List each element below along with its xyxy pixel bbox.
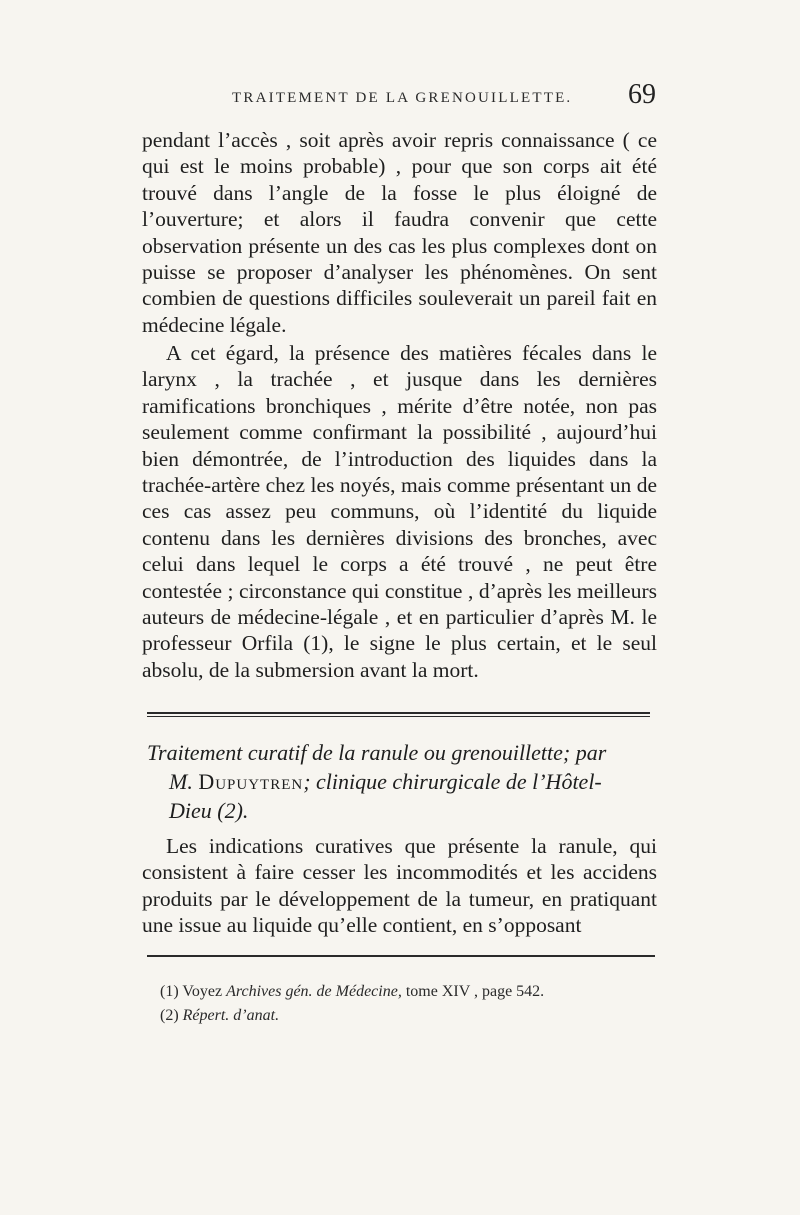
- footnotes: [160, 980, 655, 1028]
- paragraph-2: A cet égard, la présence des matières fécales dans le larynx , la trachée , et jusque dans les dernières ramifications bronchiques , mérite d’être notée, non pas seulement comme confirmant la possibilité , aujourd’hui bien démontrée, de l’introduction des liquides dans la trachée-artère chez les noyés, mais comme présentant un de ces cas assez peu communs, où l’identité du liquide contenu dans les dernières divisions des bronches, avec celui dans lequel le corps a été trouvé , ne peut être contestée ; circonstance qui constitue , d’après les meilleurs auteurs de médecine-légale , et en particulier d’après M. le professeur Orfila (1), le signe le plus certain, et le seul absolu, de la submersion avant la mort.: [142, 341, 657, 682]
- footnote-divider: [147, 955, 655, 957]
- footnote-rest: tome XIV , page 542.: [401, 983, 545, 1000]
- heading-line: [147, 767, 659, 796]
- heading-text: ; clinique chirurgicale de l’Hôtel-: [303, 769, 602, 794]
- footnote-title: Répert. d’anat.: [182, 1007, 280, 1024]
- heading-text: M.: [169, 769, 193, 794]
- heading-line: Dieu (2).: [169, 798, 249, 823]
- author-name: Dupuytren: [198, 769, 304, 794]
- page-number: 69: [628, 79, 656, 110]
- footnote-1: [160, 980, 655, 1004]
- paragraph-3: Les indications curatives que présente la ranule, qui consistent à faire cesser les incommodités et les accidens produits par le développement de la tumeur, en pratiquant une issue au liquide qu’elle contient, en s’opposant: [142, 834, 657, 938]
- footnote-title: Archives gén. de Médecine,: [226, 983, 402, 1000]
- footnote-2: [160, 1004, 655, 1028]
- section-divider: [147, 712, 650, 717]
- paragraph-1: pendant l’accès , soit après avoir repris connaissance ( ce qui est le moins probable) , pour que son corps ait été trouvé dans l’angle de la fosse le plus éloigné de l’ouverture; et alors il faudra convenir que cette observation présente un des cas les plus complexes dont on puisse se proposer d’analyser les phénomènes. On sent combien de questions difficiles souleverait un pareil fait en médecine légale.: [142, 128, 657, 337]
- section-heading: [147, 738, 659, 825]
- footnote-marker: (2): [160, 1007, 183, 1024]
- heading-line: Traitement curatif de la ranule ou grenouillette; par: [147, 740, 607, 765]
- footnote-marker: (1) Voyez: [160, 983, 227, 1000]
- running-title: TRAITEMENT DE LA GRENOUILLETTE.: [232, 90, 573, 106]
